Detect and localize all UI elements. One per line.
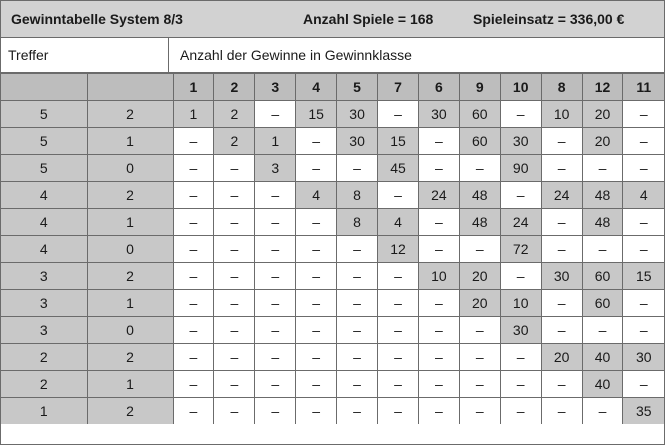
- hits-main-cell: 4: [1, 182, 87, 209]
- wins-cell: –: [459, 317, 500, 344]
- wins-cell: –: [337, 371, 378, 398]
- wins-cell: –: [337, 290, 378, 317]
- wins-cell: 2: [214, 128, 255, 155]
- table-row: [1, 398, 664, 425]
- table-row: [1, 371, 664, 398]
- wins-cell: –: [214, 371, 255, 398]
- wins-cell: –: [255, 209, 296, 236]
- wins-cell: –: [337, 263, 378, 290]
- wins-cell: –: [418, 344, 459, 371]
- wins-cell: –: [500, 344, 541, 371]
- wins-cell: –: [418, 155, 459, 182]
- wins-cell: 20: [582, 101, 623, 128]
- games-count: Anzahl Spiele = 168: [303, 11, 434, 27]
- wins-cell: –: [173, 182, 214, 209]
- wins-cell: –: [296, 290, 337, 317]
- wins-cell: –: [173, 263, 214, 290]
- wins-cell: –: [459, 236, 500, 263]
- header-blank-cell: [1, 74, 87, 101]
- wins-cell: –: [173, 209, 214, 236]
- wins-cell: –: [500, 263, 541, 290]
- wins-cell: –: [337, 398, 378, 425]
- wins-cell: 40: [582, 344, 623, 371]
- class-header-cell: 9: [459, 74, 500, 101]
- wins-cell: –: [459, 398, 500, 425]
- wins-cell: –: [582, 155, 623, 182]
- wins-cell: –: [623, 317, 664, 344]
- table-title: Gewinntabelle System 8/3: [11, 11, 183, 27]
- wins-cell: –: [378, 101, 419, 128]
- header-blank-cell: [87, 74, 173, 101]
- wins-cell: –: [582, 236, 623, 263]
- wins-cell: –: [459, 371, 500, 398]
- hits-main-cell: 2: [1, 371, 87, 398]
- wins-cell: 24: [541, 182, 582, 209]
- wins-cell: –: [296, 344, 337, 371]
- hits-main-cell: 4: [1, 209, 87, 236]
- wins-cell: 48: [582, 182, 623, 209]
- wins-cell: –: [623, 209, 664, 236]
- wins-cell: 30: [623, 344, 664, 371]
- class-header-cell: 12: [582, 74, 623, 101]
- class-header-cell: 7: [378, 74, 419, 101]
- wins-cell: 35: [623, 398, 664, 425]
- wins-cell: –: [623, 236, 664, 263]
- wins-cell: –: [214, 290, 255, 317]
- wins-cell: –: [214, 263, 255, 290]
- wins-cell: –: [214, 155, 255, 182]
- wins-cell: 60: [459, 128, 500, 155]
- wins-cell: 2: [214, 101, 255, 128]
- hits-extra-cell: 0: [87, 317, 173, 344]
- table-row: [1, 155, 664, 182]
- wins-cell: –: [173, 371, 214, 398]
- wins-cell: –: [541, 398, 582, 425]
- hits-label: Treffer: [1, 38, 169, 72]
- wins-cell: 20: [582, 128, 623, 155]
- wins-cell: –: [337, 344, 378, 371]
- wins-cell: 30: [337, 101, 378, 128]
- wins-cell: –: [582, 317, 623, 344]
- class-header-cell: 5: [337, 74, 378, 101]
- wins-cell: –: [337, 236, 378, 263]
- wins-cell: 20: [459, 263, 500, 290]
- wins-cell: 60: [582, 263, 623, 290]
- class-header-cell: 6: [418, 74, 459, 101]
- wins-cell: 4: [378, 209, 419, 236]
- hits-main-cell: 3: [1, 317, 87, 344]
- wins-cell: –: [418, 128, 459, 155]
- wins-cell: 4: [296, 182, 337, 209]
- wins-cell: 4: [623, 182, 664, 209]
- wins-cell: –: [214, 344, 255, 371]
- wins-cell: –: [541, 155, 582, 182]
- hits-main-cell: 3: [1, 290, 87, 317]
- wins-cell: 30: [541, 263, 582, 290]
- wins-cell: –: [173, 128, 214, 155]
- wins-cell: 20: [459, 290, 500, 317]
- wins-cell: –: [541, 371, 582, 398]
- wins-cell: –: [173, 155, 214, 182]
- hits-extra-cell: 2: [87, 344, 173, 371]
- table-row: [1, 290, 664, 317]
- wins-cell: 8: [337, 209, 378, 236]
- class-header-cell: 1: [173, 74, 214, 101]
- hits-main-cell: 1: [1, 398, 87, 425]
- wins-cell: –: [296, 155, 337, 182]
- class-header-cell: 3: [255, 74, 296, 101]
- wins-cell: –: [378, 398, 419, 425]
- wins-cell: –: [255, 263, 296, 290]
- hits-extra-cell: 2: [87, 398, 173, 425]
- wins-cell: 12: [378, 236, 419, 263]
- wins-cell: 60: [459, 101, 500, 128]
- wins-cell: –: [500, 398, 541, 425]
- class-header-cell: 8: [541, 74, 582, 101]
- wins-cell: –: [296, 263, 337, 290]
- wins-cell: –: [582, 398, 623, 425]
- wins-cell: –: [296, 209, 337, 236]
- wins-cell: –: [623, 290, 664, 317]
- hits-extra-cell: 2: [87, 263, 173, 290]
- wins-cell: –: [296, 236, 337, 263]
- wins-cell: –: [418, 209, 459, 236]
- hits-extra-cell: 1: [87, 128, 173, 155]
- wins-cell: 1: [255, 128, 296, 155]
- wins-cell: –: [296, 398, 337, 425]
- hits-main-cell: 3: [1, 263, 87, 290]
- wins-label: Anzahl der Gewinne in Gewinnklasse: [180, 47, 412, 63]
- hits-extra-cell: 1: [87, 371, 173, 398]
- wins-cell: –: [255, 398, 296, 425]
- hits-main-cell: 2: [1, 344, 87, 371]
- wins-cell: 15: [296, 101, 337, 128]
- hits-extra-cell: 1: [87, 209, 173, 236]
- wins-cell: –: [378, 371, 419, 398]
- wins-cell: 72: [500, 236, 541, 263]
- wins-cell: –: [255, 290, 296, 317]
- wins-cell: –: [255, 236, 296, 263]
- wins-cell: –: [418, 236, 459, 263]
- wins-cell: –: [418, 371, 459, 398]
- wins-cell: –: [255, 317, 296, 344]
- wins-cell: –: [214, 317, 255, 344]
- wins-cell: 40: [582, 371, 623, 398]
- wins-cell: 30: [337, 128, 378, 155]
- wins-cell: –: [214, 398, 255, 425]
- wins-cell: –: [541, 236, 582, 263]
- wins-cell: –: [541, 128, 582, 155]
- wins-cell: 30: [418, 101, 459, 128]
- wins-cell: –: [459, 344, 500, 371]
- class-header-cell: 2: [214, 74, 255, 101]
- wins-cell: –: [500, 101, 541, 128]
- stake-amount: Spieleinsatz = 336,00 €: [473, 11, 625, 27]
- wins-cell: 8: [337, 182, 378, 209]
- wins-cell: –: [255, 371, 296, 398]
- wins-cell: 20: [541, 344, 582, 371]
- wins-cell: –: [541, 317, 582, 344]
- wins-cell: –: [296, 317, 337, 344]
- class-header-cell: 4: [296, 74, 337, 101]
- wins-cell: –: [623, 155, 664, 182]
- hits-extra-cell: 2: [87, 101, 173, 128]
- wins-cell: –: [173, 317, 214, 344]
- wins-cell: –: [378, 263, 419, 290]
- wins-cell: –: [623, 128, 664, 155]
- wins-cell: 30: [500, 317, 541, 344]
- wins-cell: –: [378, 182, 419, 209]
- table-row: [1, 209, 664, 236]
- wins-cell: 24: [418, 182, 459, 209]
- wins-cell: 90: [500, 155, 541, 182]
- hits-main-cell: 5: [1, 128, 87, 155]
- wins-cell: –: [173, 398, 214, 425]
- wins-cell: –: [173, 290, 214, 317]
- wins-cell: –: [255, 182, 296, 209]
- wins-cell: –: [541, 209, 582, 236]
- table-row: [1, 263, 664, 290]
- wins-cell: 10: [418, 263, 459, 290]
- wins-cell: –: [214, 209, 255, 236]
- table-row: [1, 344, 664, 371]
- table-subheader-row: [1, 38, 664, 73]
- wins-cell: –: [378, 290, 419, 317]
- wins-cell: 10: [541, 101, 582, 128]
- wins-cell: –: [500, 371, 541, 398]
- table-row: [1, 317, 664, 344]
- wins-cell: –: [459, 155, 500, 182]
- hits-main-cell: 5: [1, 101, 87, 128]
- hits-extra-cell: 2: [87, 182, 173, 209]
- table-title-row: [1, 1, 664, 38]
- hits-main-cell: 5: [1, 155, 87, 182]
- hits-extra-cell: 0: [87, 155, 173, 182]
- wins-cell: 48: [459, 209, 500, 236]
- class-header-row: [1, 74, 664, 101]
- wins-cell: –: [173, 236, 214, 263]
- wins-cell: –: [623, 101, 664, 128]
- table-row: [1, 101, 664, 128]
- wins-cell: –: [173, 344, 214, 371]
- wins-cell: –: [337, 155, 378, 182]
- wins-cell: 15: [623, 263, 664, 290]
- hits-extra-cell: 0: [87, 236, 173, 263]
- wins-cell: –: [378, 317, 419, 344]
- wins-cell: 3: [255, 155, 296, 182]
- hits-extra-cell: 1: [87, 290, 173, 317]
- wins-cell: –: [500, 182, 541, 209]
- wins-cell: 30: [500, 128, 541, 155]
- prize-table: [1, 73, 664, 424]
- class-header-cell: 11: [623, 74, 664, 101]
- wins-cell: –: [214, 182, 255, 209]
- wins-cell: –: [541, 290, 582, 317]
- table-row: [1, 182, 664, 209]
- table-row: [1, 128, 664, 155]
- wins-cell: 24: [500, 209, 541, 236]
- wins-cell: 48: [459, 182, 500, 209]
- hits-main-cell: 4: [1, 236, 87, 263]
- wins-cell: –: [418, 398, 459, 425]
- table-row: [1, 236, 664, 263]
- wins-cell: 48: [582, 209, 623, 236]
- wins-cell: 15: [378, 128, 419, 155]
- wins-cell: –: [378, 344, 419, 371]
- wins-cell: –: [337, 317, 378, 344]
- wins-cell: –: [418, 317, 459, 344]
- wins-cell: –: [214, 236, 255, 263]
- wins-cell: –: [255, 101, 296, 128]
- wins-cell: –: [623, 371, 664, 398]
- class-header-cell: 10: [500, 74, 541, 101]
- wins-cell: 10: [500, 290, 541, 317]
- wins-cell: –: [255, 344, 296, 371]
- wins-cell: –: [418, 290, 459, 317]
- wins-cell: 45: [378, 155, 419, 182]
- wins-cell: –: [296, 128, 337, 155]
- wins-cell: 1: [173, 101, 214, 128]
- wins-cell: –: [296, 371, 337, 398]
- wins-cell: 60: [582, 290, 623, 317]
